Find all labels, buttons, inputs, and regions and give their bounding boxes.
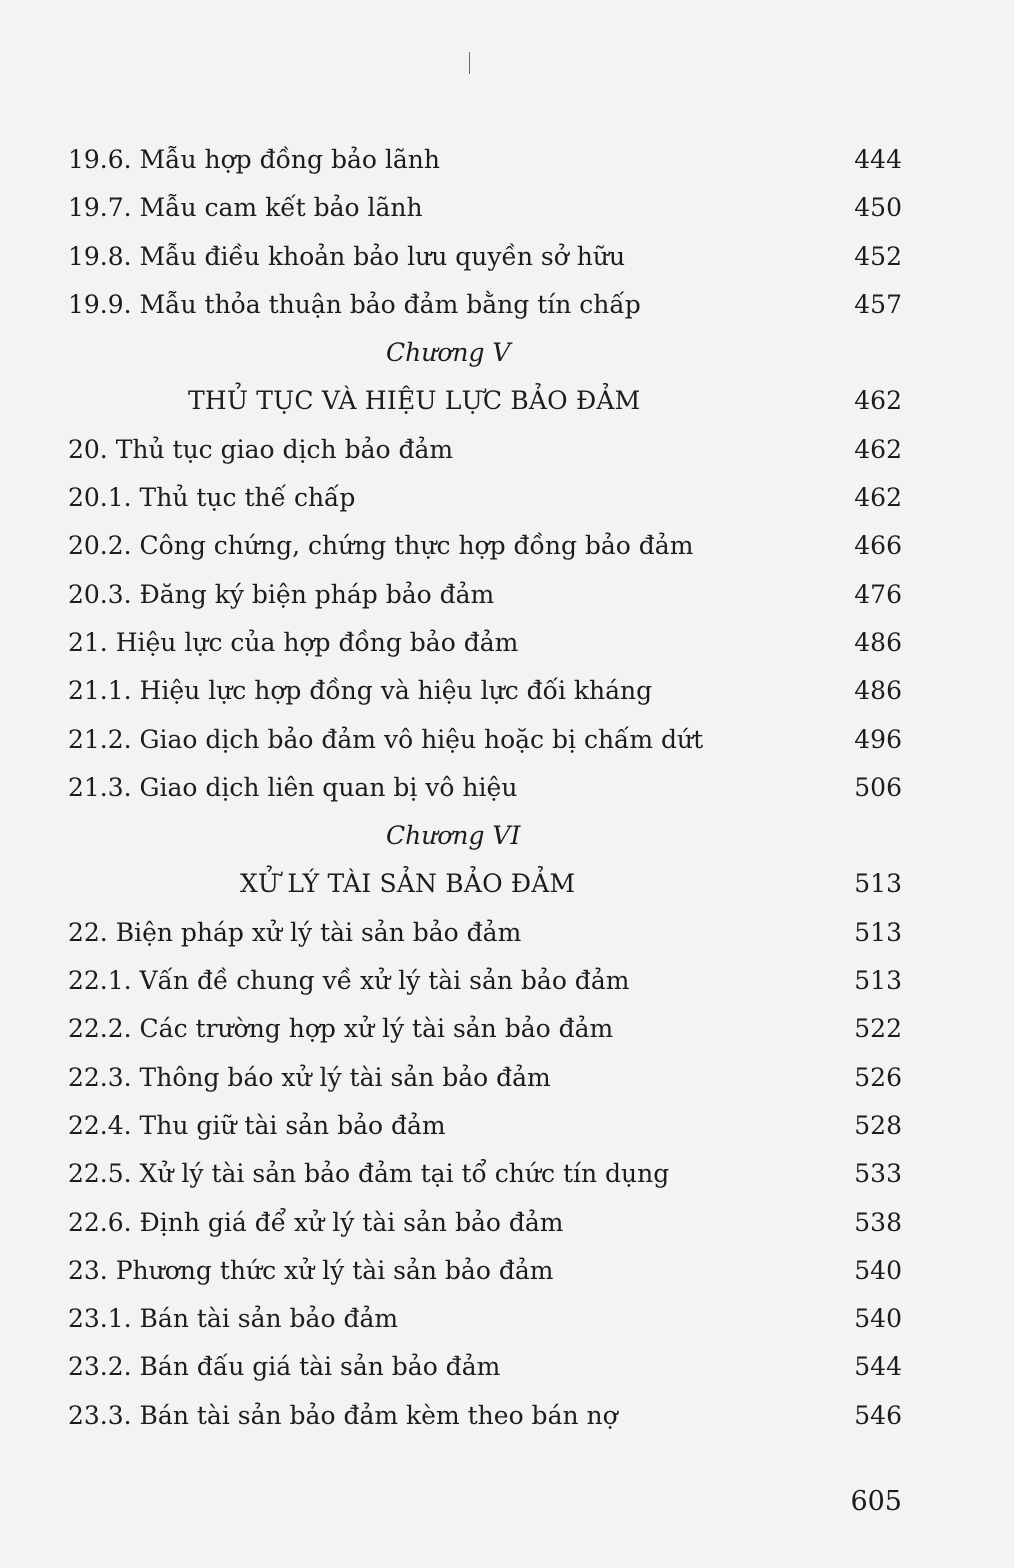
chapter-heading bbox=[68, 329, 902, 377]
toc-label: 20.1. Thủ tục thế chấp bbox=[68, 483, 356, 513]
toc-entry bbox=[68, 281, 902, 329]
toc-label: 23. Phương thức xử lý tài sản bảo đảm bbox=[68, 1255, 554, 1285]
toc-label: 22. Biện pháp xử lý tài sản bảo đảm bbox=[68, 917, 522, 947]
toc-page-number: 476 bbox=[854, 579, 902, 609]
toc-entry bbox=[68, 1295, 902, 1343]
toc-label: 19.6. Mẫu hợp đồng bảo lãnh bbox=[68, 145, 440, 174]
toc-entry bbox=[68, 716, 902, 764]
toc-page-number: 513 bbox=[854, 869, 902, 899]
toc-page-number: 486 bbox=[854, 676, 902, 706]
toc-label: 20.3. Đăng ký biện pháp bảo đảm bbox=[68, 579, 495, 609]
toc-entry bbox=[68, 619, 902, 667]
toc-page-number: 513 bbox=[854, 917, 902, 947]
toc-label: Chương V bbox=[386, 338, 511, 368]
toc-page-number: 546 bbox=[854, 1400, 902, 1430]
toc-label: 22.2. Các trường hợp xử lý tài sản bảo đảm bbox=[68, 1014, 614, 1044]
toc-entry bbox=[68, 1392, 902, 1440]
toc-page-number: 486 bbox=[854, 627, 902, 657]
toc-label: THỦ TỤC VÀ HIỆU LỰC BẢO ĐẢM bbox=[188, 386, 641, 416]
toc-label: 21.2. Giao dịch bảo đảm vô hiệu hoặc bị chấm dứt bbox=[68, 724, 704, 754]
toc-entry bbox=[68, 426, 902, 474]
toc-page-number: 540 bbox=[854, 1304, 902, 1334]
toc-page-number: 496 bbox=[854, 724, 902, 754]
toc-label: 19.7. Mẫu cam kết bảo lãnh bbox=[68, 193, 423, 223]
toc-entry bbox=[68, 957, 902, 1005]
toc-page-number: 462 bbox=[854, 386, 902, 416]
toc-entry bbox=[68, 667, 902, 715]
toc-label: 22.3. Thông báo xử lý tài sản bảo đảm bbox=[68, 1062, 551, 1092]
toc-label: 21.3. Giao dịch liên quan bị vô hiệu bbox=[68, 772, 518, 802]
page-number: 605 bbox=[850, 1486, 902, 1517]
toc-entry bbox=[68, 1054, 902, 1102]
toc-page-number: 533 bbox=[854, 1159, 902, 1189]
toc-page-number: 540 bbox=[854, 1255, 902, 1285]
toc-page-number: 444 bbox=[854, 145, 902, 174]
toc-entry bbox=[68, 571, 902, 619]
toc-label: 19.8. Mẫu điều khoản bảo lưu quyền sở hữu bbox=[68, 241, 626, 271]
toc-page-number: 466 bbox=[854, 531, 902, 561]
toc-entry bbox=[68, 1005, 902, 1053]
toc-page-number: 506 bbox=[854, 772, 902, 802]
toc-page-number: 538 bbox=[854, 1207, 902, 1237]
toc-entry bbox=[68, 136, 902, 184]
toc-entry bbox=[68, 764, 902, 812]
toc-label: 23.3. Bán tài sản bảo đảm kèm theo bán nợ bbox=[68, 1400, 618, 1430]
toc-label: Chương VI bbox=[386, 821, 521, 851]
chapter-heading bbox=[68, 812, 902, 860]
toc-entry bbox=[68, 1247, 902, 1295]
toc-label: 22.4. Thu giữ tài sản bảo đảm bbox=[68, 1110, 446, 1140]
toc-label: 21.1. Hiệu lực hợp đồng và hiệu lực đối kháng bbox=[68, 676, 653, 706]
toc-entry bbox=[68, 184, 902, 232]
toc-entry bbox=[68, 1343, 902, 1391]
toc-label: XỬ LÝ TÀI SẢN BẢO ĐẢM bbox=[240, 869, 576, 899]
toc-page-number: 513 bbox=[854, 966, 902, 996]
toc-entry bbox=[68, 1150, 902, 1198]
toc-label: 23.1. Bán tài sản bảo đảm bbox=[68, 1304, 399, 1334]
toc-entry bbox=[68, 1102, 902, 1150]
toc-entry bbox=[68, 1199, 902, 1247]
chapter-title bbox=[68, 377, 902, 425]
toc-label: 21. Hiệu lực của hợp đồng bảo đảm bbox=[68, 627, 519, 657]
page-fold-mark bbox=[469, 52, 470, 74]
toc-label: 23.2. Bán đấu giá tài sản bảo đảm bbox=[68, 1352, 501, 1382]
toc-page-number: 526 bbox=[854, 1062, 902, 1092]
toc-page-number: 528 bbox=[854, 1110, 902, 1140]
toc-entry bbox=[68, 909, 902, 957]
toc-label: 20.2. Công chứng, chứng thực hợp đồng bảo đảm bbox=[68, 531, 694, 561]
toc-label: 22.6. Định giá để xử lý tài sản bảo đảm bbox=[68, 1207, 564, 1237]
toc-label: 19.9. Mẫu thỏa thuận bảo đảm bằng tín chấp bbox=[68, 289, 641, 319]
toc-label: 22.5. Xử lý tài sản bảo đảm tại tổ chức tín dụng bbox=[68, 1159, 670, 1189]
toc-page-number: 544 bbox=[854, 1352, 902, 1382]
toc-label: 22.1. Vấn đề chung về xử lý tài sản bảo đảm bbox=[68, 966, 630, 996]
table-of-contents bbox=[68, 136, 902, 1440]
toc-page-number: 462 bbox=[854, 483, 902, 513]
toc-entry bbox=[68, 522, 902, 570]
toc-page-number: 462 bbox=[854, 434, 902, 464]
chapter-title bbox=[68, 860, 902, 908]
toc-label: 20. Thủ tục giao dịch bảo đảm bbox=[68, 434, 454, 464]
toc-page-number: 457 bbox=[854, 289, 902, 319]
toc-entry bbox=[68, 474, 902, 522]
toc-page-number: 522 bbox=[854, 1014, 902, 1044]
toc-entry bbox=[68, 233, 902, 281]
toc-page-number: 450 bbox=[854, 193, 902, 223]
toc-page-number: 452 bbox=[854, 241, 902, 271]
